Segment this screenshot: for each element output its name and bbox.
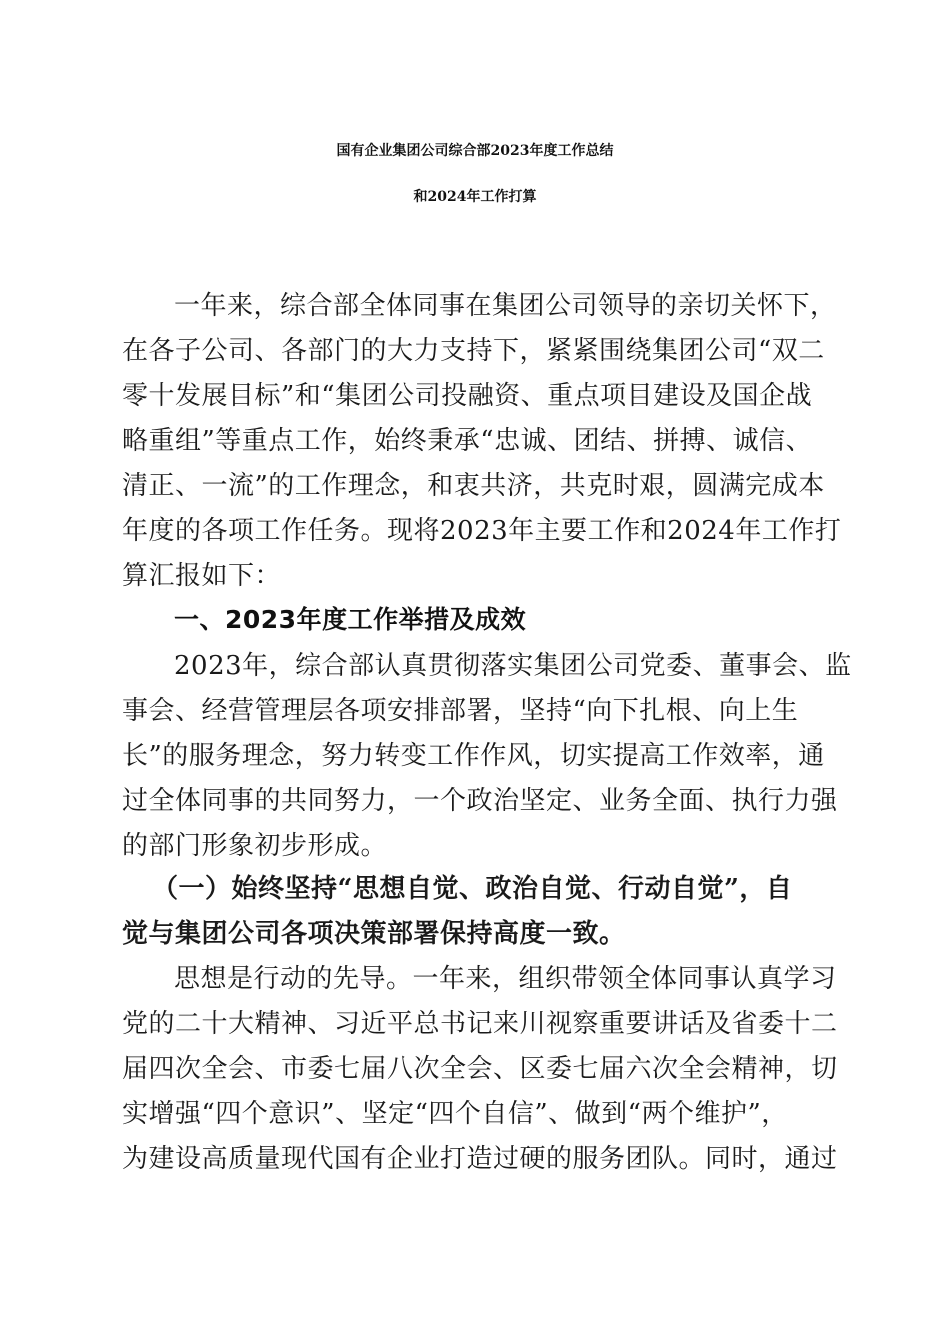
section1-line: 长”的服务理念，努力转变工作作风，切实提高工作效率，通 xyxy=(122,741,825,771)
subsection-heading-line: 觉与集团公司各项决策部署保持高度一致。 xyxy=(122,919,626,949)
paragraph2-line: 实增强“四个意识”、坚定“四个自信”、做到“两个维护”， xyxy=(122,1099,788,1129)
intro-line: 略重组”等重点工作，始终秉承“忠诚、团结、拼搏、诚信、 xyxy=(122,426,813,456)
intro-line: 一年来，综合部全体同事在集团公司领导的亲切关怀下， xyxy=(174,291,837,321)
paragraph2-line: 思想是行动的先导。一年来，组织带领全体同事认真学习 xyxy=(174,964,837,994)
intro-line: 零十发展目标”和“集团公司投融资、重点项目建设及国企战 xyxy=(122,381,813,411)
section1-line: 的部门形象初步形成。 xyxy=(122,831,388,861)
subsection-heading-line: （一）始终坚持“思想自觉、政治自觉、行动自觉”，自 xyxy=(152,874,793,904)
section-heading: 一、2023年度工作举措及成效 xyxy=(174,605,527,634)
document-title-line-2: 和2024年工作打算 xyxy=(413,189,537,205)
intro-line: 在各子公司、各部门的大力支持下，紧紧围绕集团公司“双二 xyxy=(122,336,825,366)
paragraph2-line: 届四次全会、市委七届八次全会、区委七届六次全会精神，切 xyxy=(122,1054,838,1084)
intro-line: 算汇报如下： xyxy=(122,561,282,591)
intro-line: 年度的各项工作任务。现将2023年主要工作和2024年工作打 xyxy=(122,516,842,546)
intro-line: 清正、一流”的工作理念，和衷共济，共克时艰，圆满完成本 xyxy=(122,471,825,501)
paragraph2-line: 党的二十大精神、习近平总书记来川视察重要讲话及省委十二 xyxy=(122,1009,838,1039)
document-title-line-1: 国有企业集团公司综合部2023年度工作总结 xyxy=(336,143,614,159)
section1-line: 事会、经营管理层各项安排部署，坚持“向下扎根、向上生 xyxy=(122,696,799,726)
section1-line: 2023年，综合部认真贯彻落实集团公司党委、董事会、监 xyxy=(174,651,852,681)
section1-line: 过全体同事的共同努力，一个政治坚定、业务全面、执行力强 xyxy=(122,786,838,816)
paragraph2-line: 为建设高质量现代国有企业打造过硬的服务团队。同时，通过 xyxy=(122,1144,838,1174)
